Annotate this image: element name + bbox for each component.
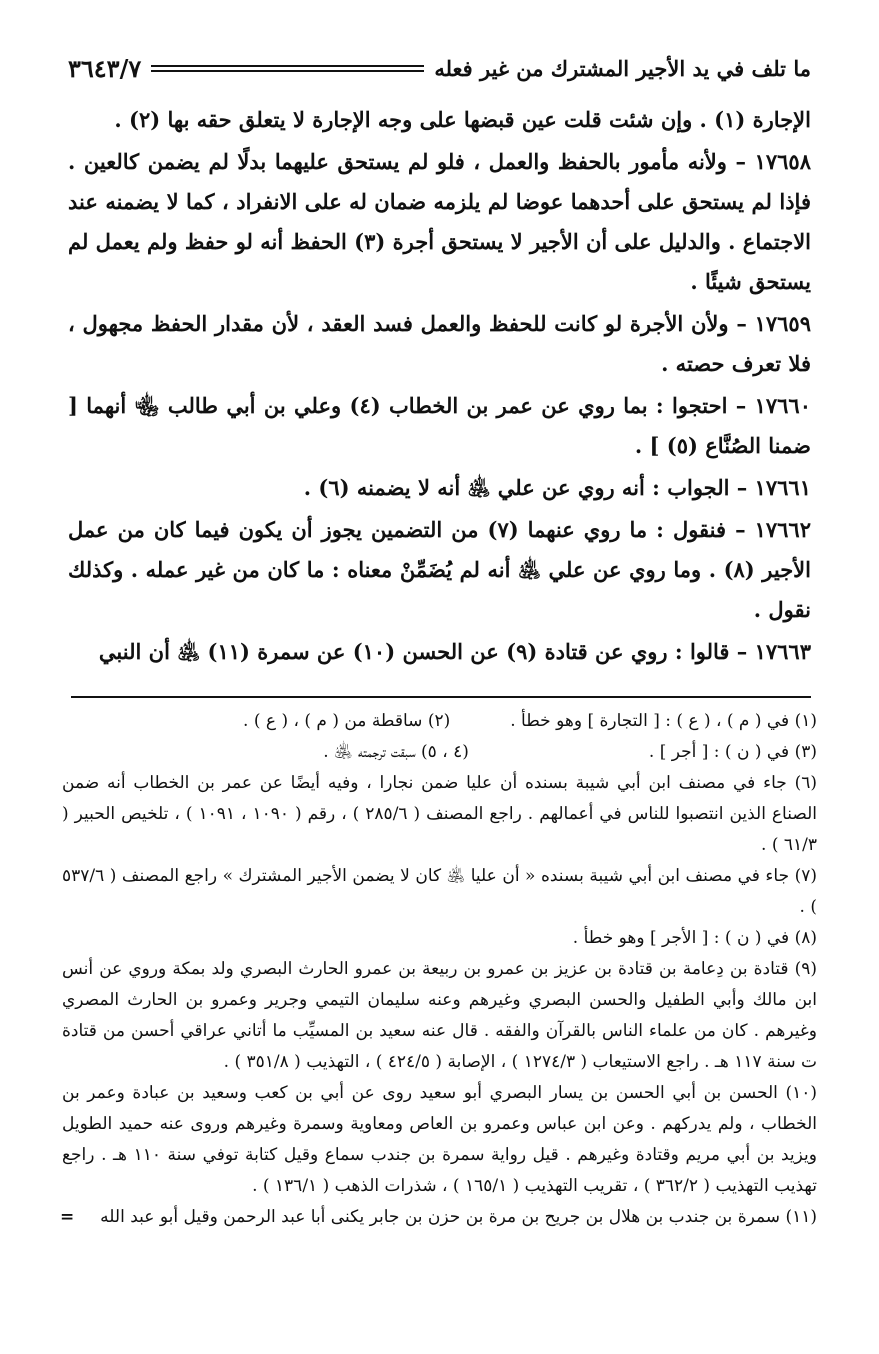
footnote-row: [62, 737, 817, 768]
footnote: (٩) قتادة بن دِعامة بن قتادة بن عزيز بن عمرو بن ربيعة بن عمرو الحارث البصري ولد بمكة وروي عن أنس ابن مالك وأبي الطفيل والحسن البصري وغيرهم وعنه سليمان التيمي وجرير وعمرو بن الحارث المصري وغيرهم . كان من علماء الناس بالقرآن والفقه . قال عنه سعيد بن المسيِّب ما أتاني عراقي أحسن من قتادة ت سنة ١١٧ هـ . راجع الاستيعاب ( ١٢٧٤/٣ ) ، الإصابة ( ٤٢٤/٥ ) ، التهذيب ( ٣٥١/٨ ) .: [62, 959, 817, 1072]
paragraph: الإجارة (١) . وإن شئت قلت عين قبضها على وجه الإجارة لا يتعلق حقه بها (٢) .: [114, 107, 811, 132]
footnote: [62, 1202, 817, 1233]
footnote: (٧) جاء في مصنف ابن أبي شيبة بسنده « أن عليا ﵁ كان لا يضمن الأجير المشترك » راجع المصنف ( ٥٣٧/٦ ) .: [62, 866, 817, 917]
paragraph: ١٧٦٦٣ – قالوا : روي عن قتادة (٩) عن الحسن (١٠) عن سمرة (١١) ﵁ أن النبي: [98, 639, 811, 664]
footnote-text: (١١) سمرة بن جندب بن هلال بن جريح بن مرة بن حزن بن جابر يكنى أبا عبد الرحمن وقيل أبو عبد الله: [100, 1207, 817, 1227]
footnote: (١) في ( م ) ، ( ع ) : [ التجارة ] وهو خطأ .: [510, 711, 817, 731]
running-header: [68, 50, 811, 86]
footnote: (٣) في ( ن ) : [ أجر ] .: [648, 742, 817, 762]
paragraph: ١٧٦٦٢ – فنقول : ما روي عنهما (٧) من التضمين يجوز أن يكون فيما كان من عمل الأجير (٨) . وما روي عن علي ﵁ أنه لم يُضَمِّنْ معناه : ما كان من غير عمله . وكذلك نقول .: [68, 517, 811, 622]
header-title: ما تلف في يد الأجير المشترك من غير فعله: [434, 55, 811, 81]
footnote: (١٠) الحسن بن أبي الحسن بن يسار البصري أبو سعيد روى عن أبي بن كعب وسعيد بن عبادة وعمر بن الخطاب ، ولم يدركهم . وعن ابن عباس وعمرو بن العاص ومعاوية وسمرة وغيرهم وروى عنه حميد الطويل ويزيد بن أبي مريم وقتادة وغيرهم . قيل رواية سمرة بن جندب سماع وقيل كتابة توفي سنة ١١٠ هـ . راجع تهذيب التهذيب ( ٣٦٢/٢ ) ، تقريب التهذيب ( ١٦٥/١ ) ، شذرات الذهب ( ١٣٦/١ ) .: [62, 1083, 817, 1196]
footnote: (٤ ، ٥) سبقت ترجمته ﵁ .: [323, 742, 469, 762]
paragraph: ١٧٦٦١ – الجواب : أنه روي عن علي ﵁ أنه لا يضمنه (٦) .: [303, 475, 811, 500]
footnote: (٦) جاء في مصنف ابن أبي شيبة بسنده أن عليا ضمن نجارا ، وفيه أيضًا عن عمر بن الخطاب أنه ضمن الصناع الذين انتصبوا للناس في أعمالهم . راجع المصنف ( ٢٨٥/٦ ) ، رقم ( ١٠٩٠ ، ١٠٩١ ) ، تلخيص الحبير ( ٦١/٣ ) .: [62, 773, 818, 855]
paragraph: ١٧٦٦٠ – احتجوا : بما روي عن عمر بن الخطاب (٤) وعلي بن أبي طالب ﵄ أنهما [ ضمنا الصُنَّاع (٥) ] .: [68, 393, 811, 458]
paragraph: ١٧٦٥٨ – ولأنه مأمور بالحفظ والعمل ، فلو لم يستحق عليهما بدلًا لم يضمن كالعين . فإذا لم يستحق على أحدهما عوضا لم يلزمه ضمان له على الانفراد ، كما لا يضمنه عند الاجتماع . والدليل على أن الأجير لا يستحق أجرة (٣) الحفظ أنه لو حفظ ولم يعمل لم يستحق شيئًا .: [68, 149, 812, 294]
paragraph: ١٧٦٥٩ – ولأن الأجرة لو كانت للحفظ والعمل فسد العقد ، لأن مقدار الحفظ مجهول ، فلا تعرف حصته .: [68, 311, 811, 376]
page-number: ٣٦٤٣/٧: [68, 53, 142, 83]
continuation-mark: =: [60, 1207, 75, 1227]
footnote: (٨) في ( ن ) : [ الأجر ] وهو خطأ .: [572, 928, 817, 948]
footnotes: [62, 706, 817, 1233]
footnote-row: [62, 706, 817, 737]
header-rule: [151, 65, 424, 72]
footnote: (٢) ساقطة من ( م ) ، ( ع ) .: [243, 711, 451, 731]
main-text: [68, 100, 811, 672]
footnote-divider: [71, 696, 811, 698]
